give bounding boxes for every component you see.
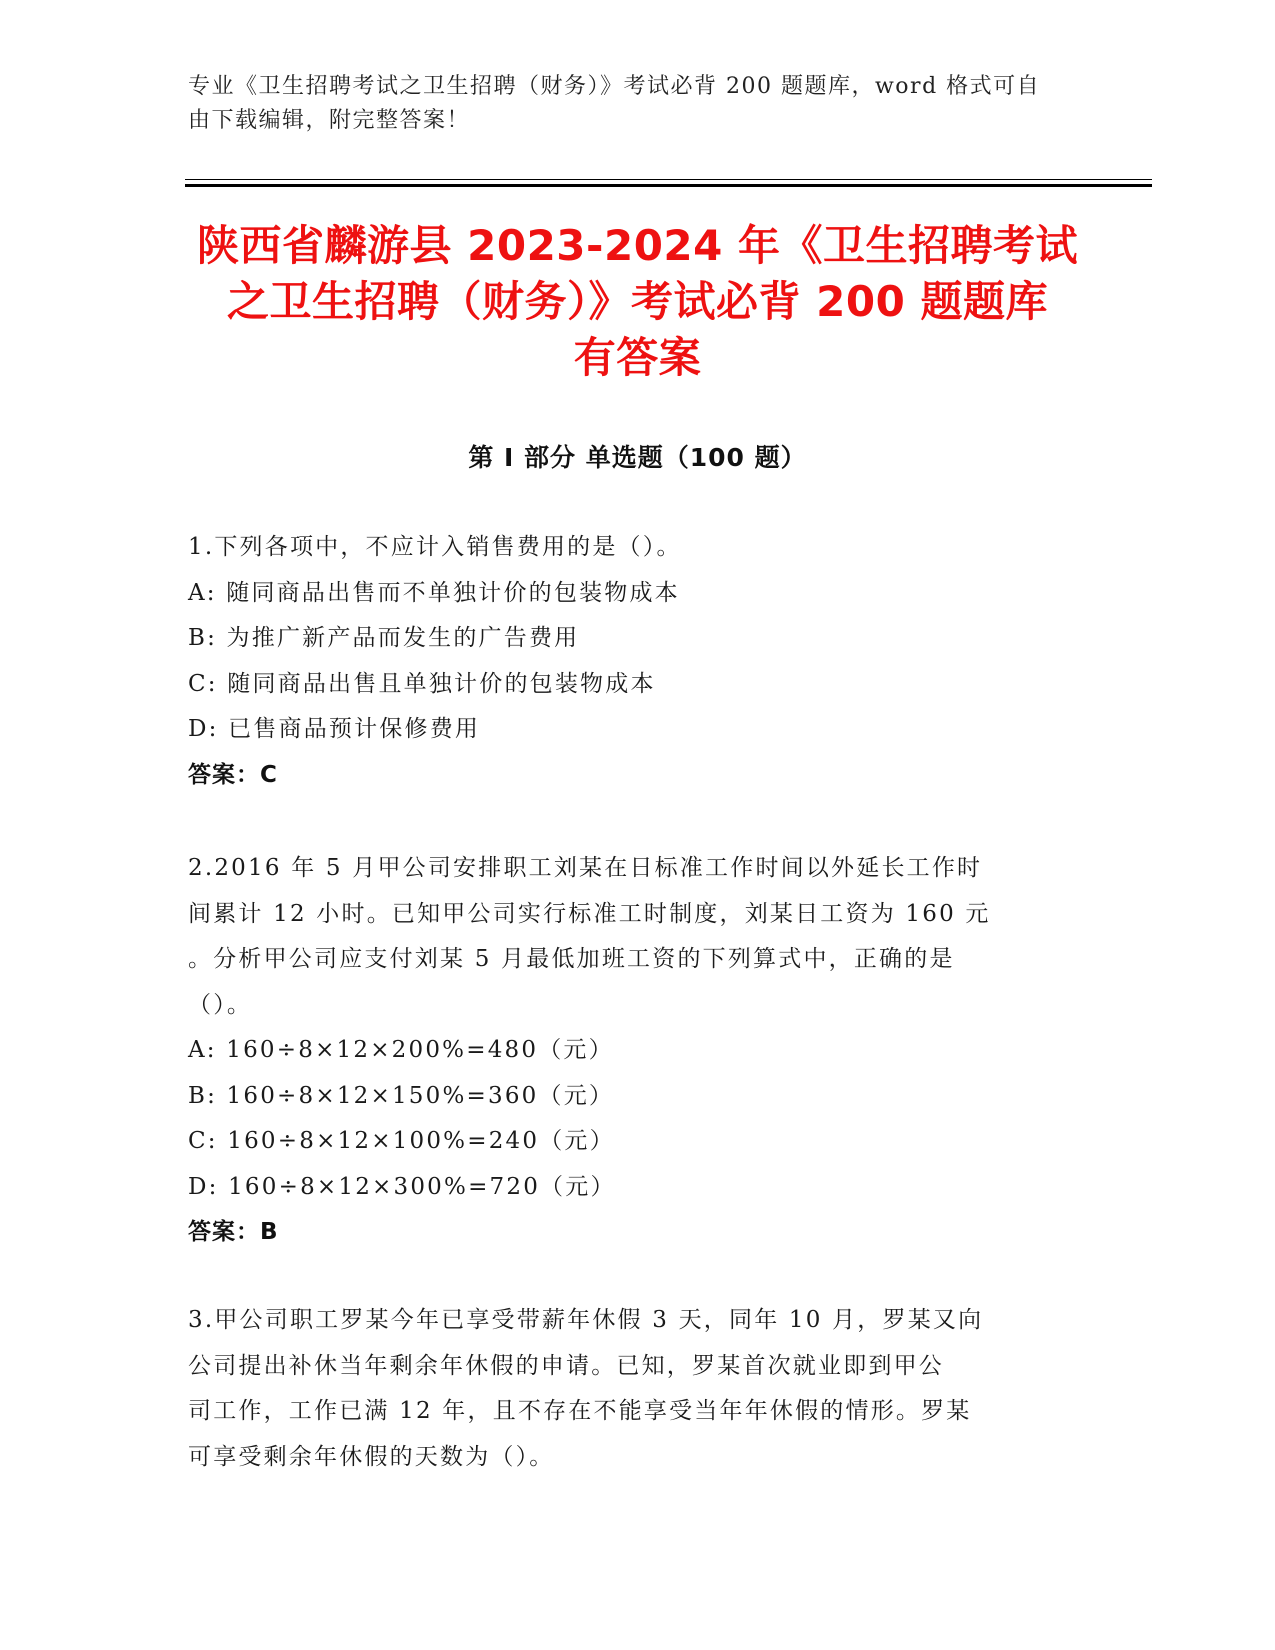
question-stem-line-4: （）。	[188, 991, 253, 1018]
document-title	[170, 218, 1105, 386]
question-stem-line-2: 公司提出补休当年剩余年休假的申请。已知，罗某首次就业即到甲公	[188, 1352, 944, 1379]
header-divider-thin	[185, 179, 1152, 180]
answer-label: 答案：C	[188, 761, 278, 788]
option-d: D: 160÷8×12×300%=720（元）	[188, 1173, 616, 1200]
question-stem-line-3: 司工作，工作已满 12 年，且不存在不能享受当年年休假的情形。罗某	[188, 1398, 972, 1424]
question-stem: 1.下列各项中，不应计入销售费用的是（）。	[188, 534, 682, 560]
option-b: B: 160÷8×12×150%=360（元）	[188, 1082, 615, 1109]
answer-label: 答案：B	[188, 1219, 279, 1245]
question-stem-line-2: 间累计 12 小时。已知甲公司实行标准工时制度，刘某日工资为 160 元	[188, 900, 991, 927]
question-stem-line-4: 可享受剩余年休假的天数为（）。	[188, 1443, 555, 1470]
document-title-line-2: 之卫生招聘（财务）》考试必背 200 题题库	[227, 277, 1048, 326]
question-stem-line-3: 。分析甲公司应支付刘某 5 月最低加班工资的下列算式中，正确的是	[188, 946, 955, 972]
document-title-line-3: 有答案	[573, 333, 702, 382]
option-b: B: 为推广新产品而发生的广告费用	[188, 625, 580, 651]
question-3	[188, 1298, 1088, 1480]
option-c: C: 160÷8×12×100%=240（元）	[188, 1128, 615, 1154]
question-1	[188, 525, 1088, 798]
document-title-line-1: 陕西省麟游县 2023-2024 年《卫生招聘考试	[197, 221, 1078, 270]
option-a: A: 160÷8×12×200%=480（元）	[188, 1037, 614, 1063]
question-stem-line-1: 3.甲公司职工罗某今年已享受带薪年休假 3 天，同年 10 月，罗某又向	[188, 1307, 984, 1333]
header-note	[188, 70, 1088, 138]
header-note-line-2: 由下载编辑，附完整答案！	[188, 108, 471, 133]
header-divider-thick	[185, 184, 1152, 187]
option-d: D: 已售商品预计保修费用	[188, 716, 481, 742]
header-note-line-1: 专业《卫生招聘考试之卫生招聘（财务）》考试必背 200 题题库，word 格式可自	[188, 74, 1041, 99]
question-2	[188, 846, 1088, 1256]
question-stem-line-1: 2.2016 年 5 月甲公司安排职工刘某在日标准工作时间以外延长工作时	[188, 855, 983, 881]
option-c: C: 随同商品出售且单独计价的包装物成本	[188, 670, 656, 697]
option-a: A: 随同商品出售而不单独计价的包装物成本	[188, 579, 680, 606]
section-heading: 第 I 部分 单选题（100 题）	[468, 443, 807, 472]
